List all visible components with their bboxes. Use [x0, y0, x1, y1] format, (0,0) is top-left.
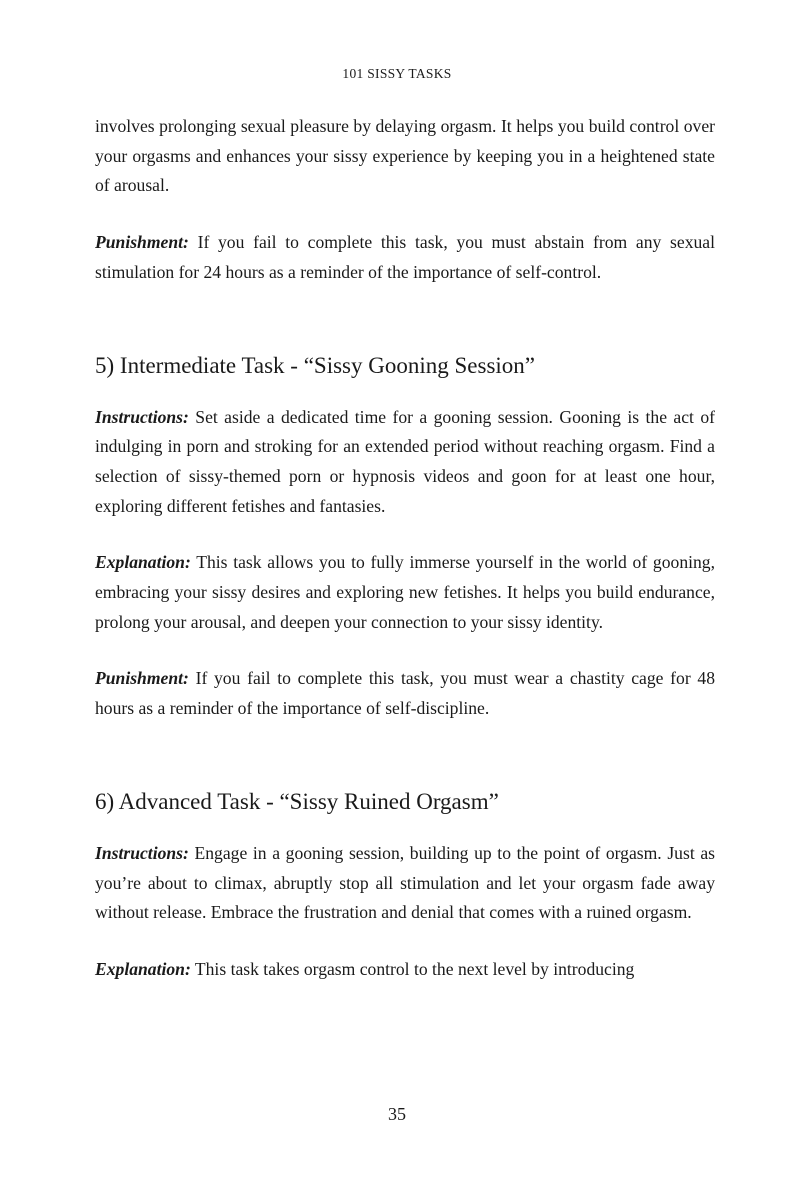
paragraph-explanation-5: [95, 548, 715, 637]
paragraph-text: If you fail to complete this task, you must abstain from any sexual stimulation for 24 hours as a reminder of the importance of self-control.: [95, 232, 715, 282]
paragraph-instructions-6: [95, 839, 715, 928]
paragraph-label: Explanation:: [95, 958, 191, 979]
paragraph-text: This task allows you to fully immerse yourself in the world of gooning, embracing your sissy desires and exploring new fetishes. It helps you build endurance, prolong your arousal, and deepen your connection to your sissy identity.: [95, 552, 715, 632]
page-number: 35: [388, 1104, 406, 1124]
paragraph-explanation-6: [95, 955, 715, 985]
paragraph-text: involves prolonging sexual pleasure by delaying orgasm. It helps you build control over your orgasms and enhances your sissy experience by keeping you in a heightened state of arousal.: [95, 116, 715, 196]
section-heading-task-6: 6) Advanced Task - “Sissy Ruined Orgasm”: [95, 788, 499, 814]
paragraph-text: Engage in a gooning session, building up to the point of orgasm. Just as you’re about to climax, abruptly stop all stimulation and let your orgasm fade away without release. Embrace the frustration and denial that comes with a ruined orgasm.: [95, 842, 715, 923]
paragraph-label: Instructions:: [95, 842, 189, 863]
paragraph-instructions-5: [95, 403, 715, 522]
paragraph-text: Set aside a dedicated time for a gooning session. Gooning is the act of indulging in porn and stroking for an extended period without reaching orgasm. Find a selection of sissy-themed porn or hypnosis videos and goon for at least one hour, exploring different fetishes and fantasies.: [95, 406, 715, 516]
running-header: 101 SISSY TASKS: [342, 66, 452, 81]
paragraph-punishment-5: [95, 664, 715, 723]
paragraph-label: Explanation:: [95, 552, 191, 573]
paragraph-continuation: [95, 112, 715, 201]
paragraph-punishment-4: [95, 228, 715, 287]
paragraph-text: This task takes orgasm control to the next level by introducing: [190, 958, 635, 979]
section-heading-task-5: 5) Intermediate Task - “Sissy Gooning Session”: [95, 352, 536, 378]
paragraph-label: Punishment:: [95, 668, 189, 689]
paragraph-label: Punishment:: [95, 232, 189, 253]
paragraph-label: Instructions:: [95, 406, 189, 427]
paragraph-text: If you fail to complete this task, you must wear a chastity cage for 48 hours as a reminder of the importance of self-discipline.: [95, 668, 715, 719]
page-body: [95, 112, 715, 1012]
